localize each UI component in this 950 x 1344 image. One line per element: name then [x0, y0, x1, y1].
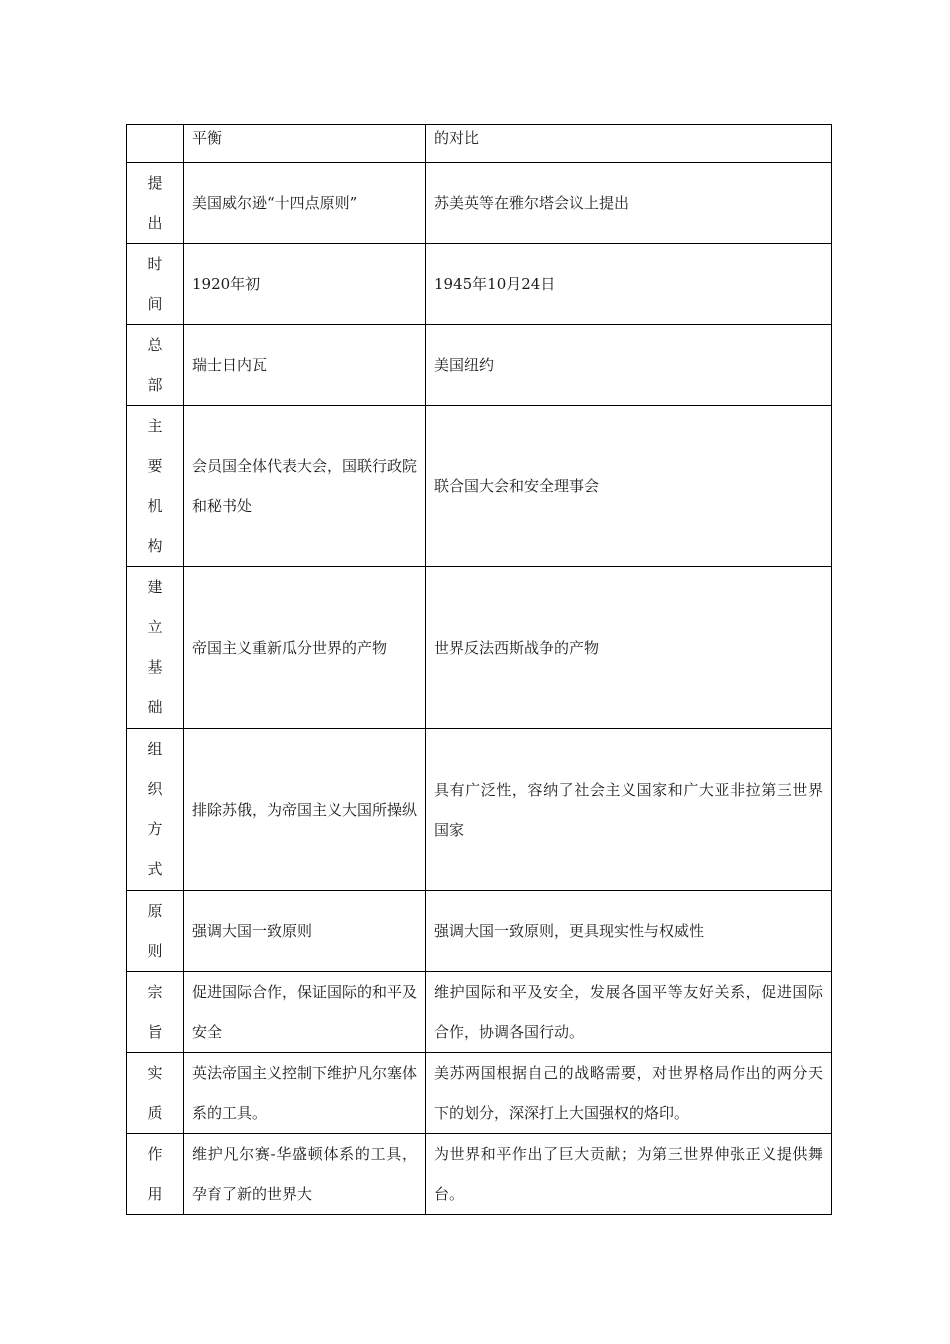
row-key: [127, 729, 184, 891]
row-col-a: 强调大国一致原则: [184, 891, 426, 972]
row-key: [127, 567, 184, 729]
row-key-label: 宗旨: [147, 983, 163, 1041]
table-row: [127, 1053, 832, 1134]
row-col-b: 联合国大会和安全理事会: [426, 406, 832, 567]
row-col-a: 瑞士日内瓦: [184, 325, 426, 406]
row-col-b: 1945年10月24日: [426, 244, 832, 325]
row-key: [127, 1053, 184, 1134]
row-col-a: 美国威尔逊“十四点原则”: [184, 163, 426, 244]
table-row: [127, 325, 832, 406]
table-row: [127, 244, 832, 325]
row-key-label: 实质: [147, 1064, 163, 1122]
row-col-a: 会员国全体代表大会，国联行政院和秘书处: [184, 406, 426, 567]
table-row: [127, 1134, 832, 1215]
header-col-b: 的对比: [426, 125, 832, 163]
row-col-a: 英法帝国主义控制下维护凡尔塞体系的工具。: [184, 1053, 426, 1134]
row-key-label: 建立基础: [147, 578, 163, 716]
row-col-b: 世界反法西斯战争的产物: [426, 567, 832, 729]
table-row: [127, 891, 832, 972]
row-col-b: 为世界和平作出了巨大贡献；为第三世界伸张正义提供舞台。: [426, 1134, 832, 1215]
row-key: [127, 891, 184, 972]
row-key-label: 组织方式: [147, 740, 163, 878]
row-col-a: 促进国际合作，保证国际的和平及安全: [184, 972, 426, 1053]
table-row: [127, 406, 832, 567]
row-col-b: 苏美英等在雅尔塔会议上提出: [426, 163, 832, 244]
header-col-a: 平衡: [184, 125, 426, 163]
row-key: [127, 244, 184, 325]
row-key-label: 时间: [147, 255, 163, 313]
row-key-label: 提出: [147, 174, 163, 232]
row-col-b: 具有广泛性，容纳了社会主义国家和广大亚非拉第三世界国家: [426, 729, 832, 891]
row-key-label: 主要机构: [147, 417, 163, 555]
row-key-label: 作用: [147, 1145, 163, 1203]
table-header-row: [127, 125, 832, 163]
row-col-a: 维护凡尔赛-华盛顿体系的工具，孕育了新的世界大: [184, 1134, 426, 1215]
row-key-label: 原则: [147, 902, 163, 960]
row-key: [127, 1134, 184, 1215]
row-col-b: 美苏两国根据自己的战略需要，对世界格局作出的两分天下的划分，深深打上大国强权的烙印。: [426, 1053, 832, 1134]
comparison-table: [126, 124, 832, 1215]
row-key: [127, 406, 184, 567]
row-key-label: 总部: [147, 336, 163, 394]
row-col-b: 美国纽约: [426, 325, 832, 406]
row-col-b: 维护国际和平及安全，发展各国平等友好关系，促进国际合作，协调各国行动。: [426, 972, 832, 1053]
row-key: [127, 163, 184, 244]
table-row: [127, 567, 832, 729]
row-col-a: 帝国主义重新瓜分世界的产物: [184, 567, 426, 729]
table-row: [127, 972, 832, 1053]
table-row: [127, 163, 832, 244]
row-col-a: 1920年初: [184, 244, 426, 325]
row-key: [127, 972, 184, 1053]
table-row: [127, 729, 832, 891]
row-col-b: 强调大国一致原则，更具现实性与权威性: [426, 891, 832, 972]
header-key-cell: [127, 125, 184, 163]
row-col-a: 排除苏俄，为帝国主义大国所操纵: [184, 729, 426, 891]
row-key: [127, 325, 184, 406]
